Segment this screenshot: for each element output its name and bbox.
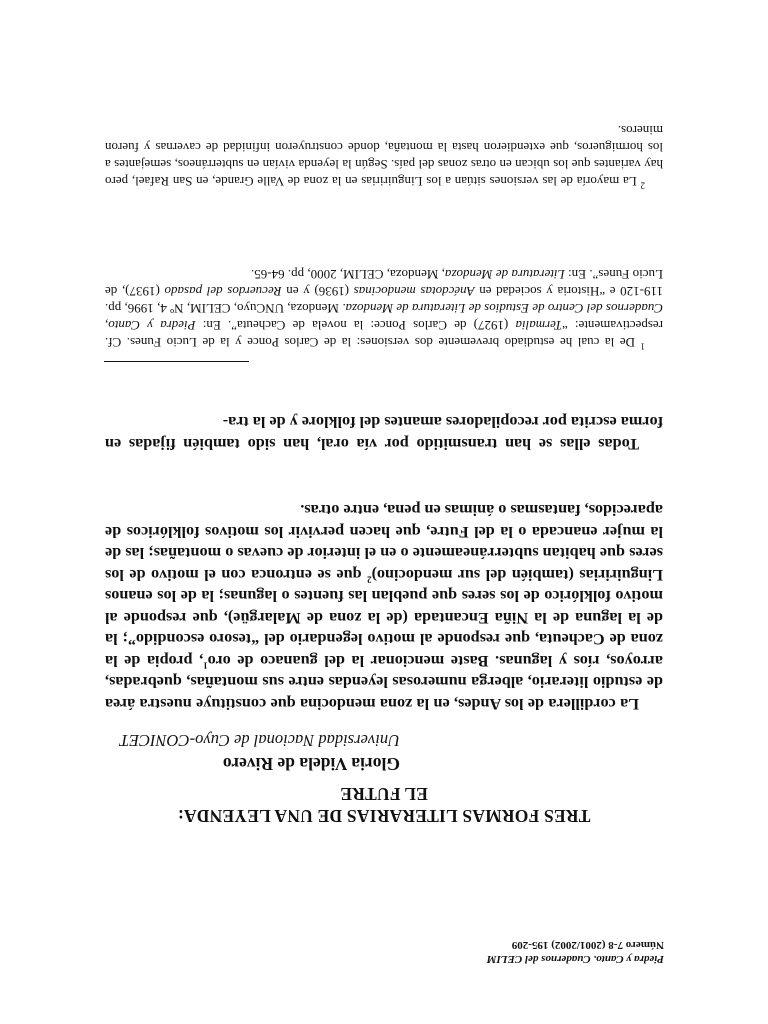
p1-text-b: , propia de la zona de Cacheuta, que responde al motivo legendario del “tesoro escondido”; la de la laguna de la Niña Encantada (de la zona de Malargüe), que responde al motivo folklórico de los seres que pueblan las fuentes o lagunas; la de los enanos Linguiririas (también del sur mendocino) (105, 566, 663, 670)
body-paragraph-1 (105, 499, 663, 714)
journal-header (487, 938, 664, 966)
footnote-1 (105, 266, 663, 351)
journal-issue: Número 7-8 (2001/2002) 195-209 (511, 939, 664, 951)
fn2-text: La mayoría de las versiones sitúan a los Linguiririas en la zona de Valle Grande, en San Rafael, pero hay variantes que los ubican en otras zonas del país. Según la leyenda vivían en subterráneos, semejantes a los hormigueros, que extendieron hasta la montaña, donde construyeron infinidad de cavernas y fueron mineros. (105, 123, 663, 189)
fn1-text-c: Mendoza, UNCuyo, CELIM, Nº 4, 1996, pp. 119-120 e “Historia y sociedad en (105, 284, 663, 316)
article-title: TRES FORMAS LITERARIAS DE UNA LEYENDA: (177, 806, 591, 826)
fn1-text-a: De la cual he estudiado brevemente dos versiones: la de Carlos Ponce y la de Lucio Funes. Cf. respectivamente: “ (105, 318, 663, 350)
fn1-italic-2: Piedra y Canto, Cuadernos del Centro de Estudios de Literatura de Mendoza. (105, 301, 663, 333)
fn1-italic-5: Literatura de Mendoza (444, 267, 565, 282)
fn1-text-d: (1936) y en (281, 284, 354, 299)
fn1-text-f: , Mendoza, CELIM, 2000, pp. 64-65. (251, 267, 445, 282)
footnote-2 (105, 122, 663, 190)
author-affiliation: Universidad Nacional de Cuyo-CONICET (119, 731, 400, 750)
footnote-separator (104, 361, 249, 362)
author-name: Gloria Videla de Rivero (222, 754, 400, 774)
footnote-1-number: 1 (640, 341, 645, 352)
p1-text-c: que se entronca con el motivo de los seres que habitan subterráneamente o en el interior de cuevas o montañas; las de la mujer enancada o la del Futre, que hacen pervivir los motivos folklóricos de aparecidos, fantasmas o ánimas en pena, entre otras. (105, 501, 663, 584)
footnote-ref-2: 2 (367, 574, 372, 585)
article-subtitle: EL FUTRE (340, 784, 428, 804)
body-paragraph-2: Todas ellas se han transmitido por vía oral, han sido también fijadas en forma escrita por recopiladores amantes del folklore y de la tra- (105, 413, 663, 453)
footnote-ref-1: 1 (203, 660, 208, 671)
fn1-italic-4: Recuerdos del pasado (164, 284, 282, 299)
fn1-text-e: (1937), de Lucio Funes”. En: (105, 267, 663, 299)
journal-name: Piedra y Canto. Cuadernos del CELIM (486, 953, 664, 965)
p1-text-a: La cordillera de los Andes, en la zona mendocina que constituye nuestra área de estudio literario, alberga numerosas leyendas entre sus montañas, quebradas, arroyos, ríos y lagunas. Baste mencionar la del guanaco de oro (105, 652, 663, 713)
fn1-italic-1: Termalia (515, 318, 562, 333)
fn1-italic-3: Anécdotas mendocinas (353, 284, 475, 299)
footnote-2-number: 2 (640, 180, 645, 191)
fn1-text-b: (1927) de Carlos Ponce: la novela de Cacheuta”. En: (195, 318, 516, 333)
